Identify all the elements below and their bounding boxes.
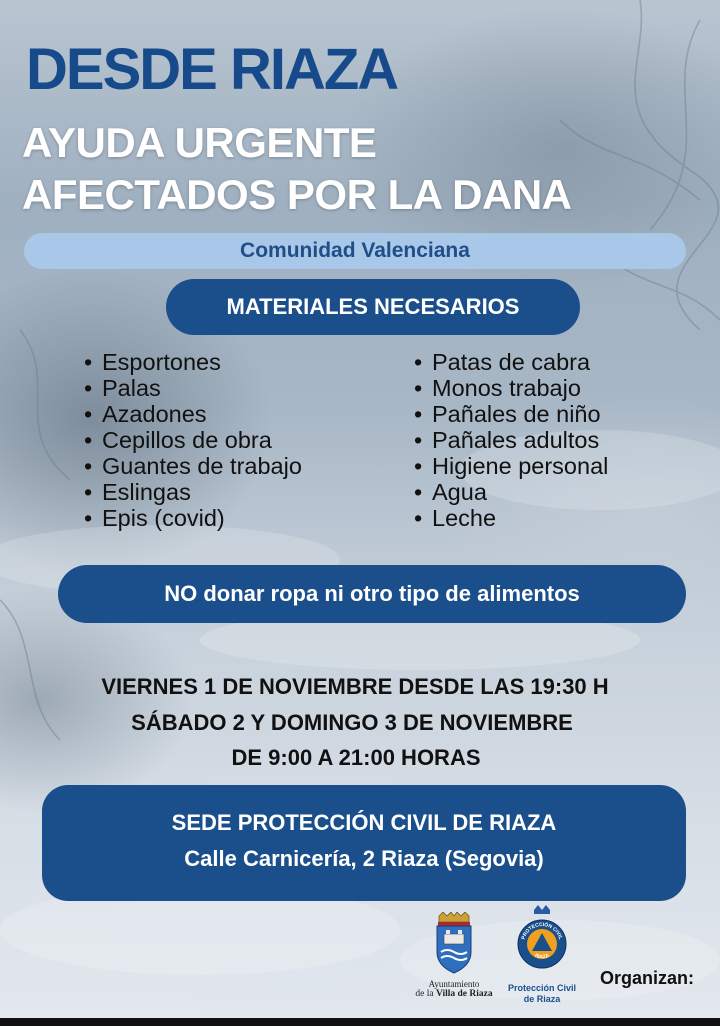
bottom-bar [0,1018,720,1026]
title-main: DESDE RIAZA [26,37,398,102]
svg-text:PROTECCIÓN CIVIL: PROTECCIÓN CIVIL [520,921,564,941]
list-item: • Leche [412,505,608,531]
list-item: • Patas de cabra [412,349,608,375]
list-item: • Palas [82,375,302,401]
ayuntamiento-logo [408,912,500,1000]
list-item: • Agua [412,479,608,505]
list-item: • Epis (covid) [82,505,302,531]
coat-of-arms-icon [433,912,475,974]
pc-caption-line2: de Riaza [523,994,561,1004]
list-item: • Cepillos de obra [82,427,302,453]
ayuntamiento-caption-line2: de la Villa de Riaza [415,989,493,999]
list-item: • Pañales de niño [412,401,608,427]
list-item: • Eslingas [82,479,302,505]
schedule-line1: VIERNES 1 DE NOVIEMBRE DESDE LAS 19:30 H [101,674,609,699]
list-item: • Higiene personal [412,453,608,479]
materials-heading: MATERIALES NECESARIOS [166,279,580,335]
title-sub-line2: AFECTADOS POR LA DANA [22,171,572,218]
region-banner: Comunidad Valenciana [24,233,686,269]
materials-list-left [82,349,302,531]
no-donation-notice: NO donar ropa ni otro tipo de alimentos [58,565,686,623]
organizers-label: Organizan: [600,968,695,988]
pc-caption-line1: Protección Civil [507,983,577,993]
list-item: • Azadones [82,401,302,427]
list-item: • Esportones [82,349,302,375]
list-item: • Monos trabajo [412,375,608,401]
location-box [42,785,686,901]
schedule-line3: DE 9:00 A 21:00 HORAS [231,745,481,770]
civil-protection-emblem-icon [516,904,568,978]
proteccion-civil-logo [503,904,581,1005]
location-name: SEDE PROTECCIÓN CIVIL DE RIAZA [171,810,557,835]
location-address: Calle Carnicería, 2 Riaza (Segovia) [184,846,544,871]
schedule-line2: SÁBADO 2 Y DOMINGO 3 DE NOVIEMBRE [131,710,573,735]
title-sub-line1: AYUDA URGENTE [22,119,377,166]
ayuntamiento-caption-line1: Ayuntamiento [428,979,480,989]
materials-list-right [412,349,608,531]
svg-text:RIAZA: RIAZA [533,952,551,961]
list-item: • Pañales adultos [412,427,608,453]
list-item: • Guantes de trabajo [82,453,302,479]
